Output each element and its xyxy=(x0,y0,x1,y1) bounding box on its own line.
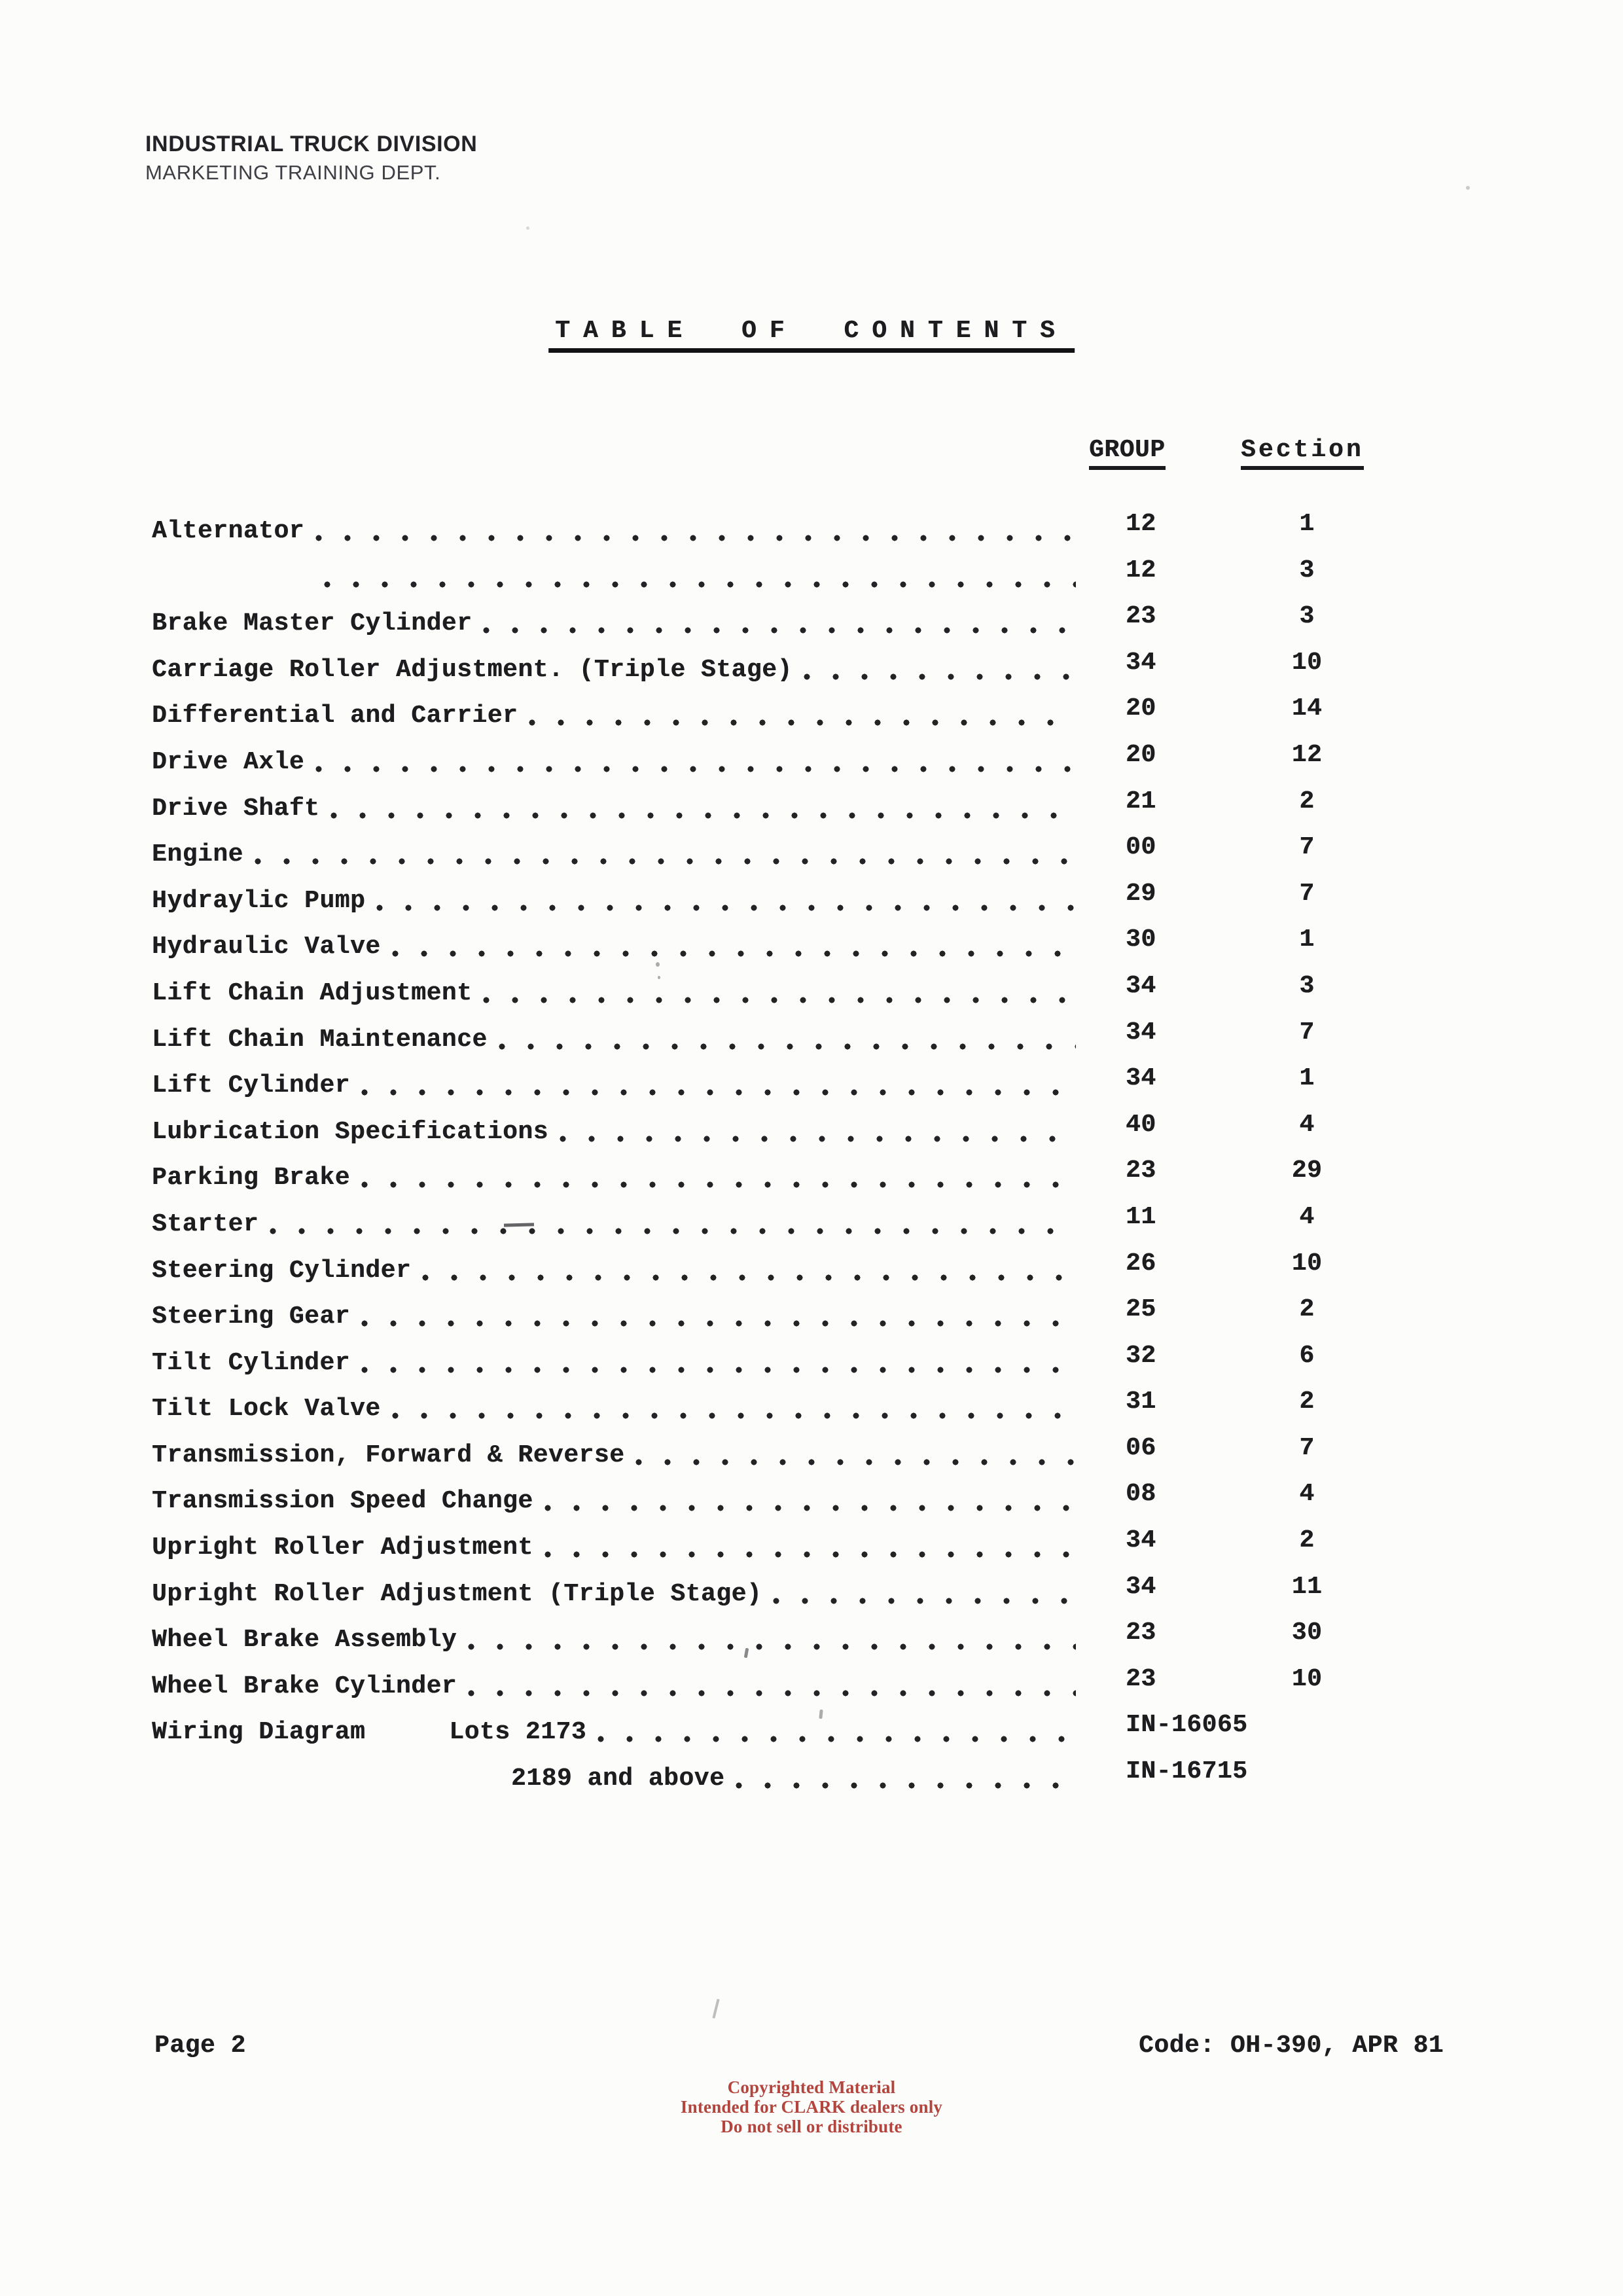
dot-leader xyxy=(594,1718,1076,1747)
toc-entry-section: 7 xyxy=(1299,1433,1315,1462)
toc-entry-label: Engine xyxy=(152,840,243,869)
toc-entry-label: Steering Gear xyxy=(152,1302,350,1331)
toc-entry-label: Wheel Brake Assembly xyxy=(152,1626,457,1655)
toc-entry-section: 2 xyxy=(1299,1295,1315,1324)
toc-entry-section: 29 xyxy=(1291,1157,1323,1185)
copyright-notice xyxy=(0,2077,1623,2136)
toc-entry-label: Alternator xyxy=(152,517,305,545)
toc-entry-section: 2 xyxy=(1299,1388,1315,1416)
toc-entry-section: 14 xyxy=(1291,694,1323,723)
toc-entry-section: 4 xyxy=(1299,1110,1315,1139)
dot-leader xyxy=(480,979,1076,1008)
scan-artifact-speck xyxy=(656,962,660,967)
dot-leader xyxy=(541,1487,1076,1516)
toc-entry-section: 3 xyxy=(1299,602,1315,631)
copyright-line: Copyrighted Material xyxy=(727,2077,896,2097)
scan-artifact-speck xyxy=(1466,186,1470,190)
toc-rows xyxy=(152,510,1349,1811)
dot-leader xyxy=(541,1534,1076,1562)
toc-entry-label: Lift Cylinder xyxy=(152,1071,350,1100)
toc-entry-label: Starter xyxy=(152,1210,259,1238)
toc-entry-label: Differential and Carrier xyxy=(152,702,518,730)
scan-artifact-speck xyxy=(526,226,529,230)
dot-leader xyxy=(495,1026,1076,1054)
toc-entry-group: 12 xyxy=(1126,510,1156,538)
toc-entry-label: Lubrication Specifications xyxy=(152,1117,548,1146)
toc-entry-code: IN-16715 xyxy=(1126,1757,1248,1786)
column-header-section: Section xyxy=(1241,436,1364,470)
dot-leader xyxy=(358,1349,1076,1378)
toc-entry-section: 1 xyxy=(1299,510,1315,538)
letterhead xyxy=(145,128,477,186)
dot-leader xyxy=(556,1118,1076,1147)
page-number: Page 2 xyxy=(154,2032,246,2060)
toc-entry-label: Wheel Brake Cylinder xyxy=(152,1672,457,1700)
toc-entry-group: 29 xyxy=(1126,879,1156,908)
toc-entry-group: 34 xyxy=(1126,1018,1156,1047)
toc-entry-section: 1 xyxy=(1299,1064,1315,1093)
toc-entry-label: Wiring Diagram xyxy=(152,1718,366,1747)
toc-entry-sublabel: Lots 2173 xyxy=(449,1718,586,1747)
scan-artifact-tick xyxy=(712,1999,719,2018)
dot-leader xyxy=(266,1210,1076,1239)
dot-leader xyxy=(358,1164,1076,1193)
dot-leader xyxy=(800,656,1076,685)
toc-entry-label: Carriage Roller Adjustment. (Triple Stage) xyxy=(152,655,793,684)
dot-leader xyxy=(358,1071,1076,1100)
toc-entry-section: 4 xyxy=(1299,1480,1315,1509)
copyright-line: Intended for CLARK dealers only xyxy=(680,2097,943,2117)
dot-leader xyxy=(465,1626,1076,1655)
column-header-group: GROUP xyxy=(1089,436,1166,470)
toc-entry-group: 11 xyxy=(1126,1202,1156,1231)
dot-leader xyxy=(526,702,1076,730)
toc-entry-section: 7 xyxy=(1299,1018,1315,1047)
letterhead-division: INDUSTRIAL TRUCK DIVISION xyxy=(145,132,478,156)
dot-leader xyxy=(632,1441,1076,1470)
dot-leader xyxy=(389,933,1076,961)
toc-entry-group: 40 xyxy=(1126,1110,1156,1139)
toc-entry-group: 21 xyxy=(1126,787,1156,816)
dot-leader xyxy=(251,840,1076,869)
dot-leader xyxy=(480,609,1076,638)
toc-entry-section: 2 xyxy=(1299,1526,1315,1555)
dot-leader xyxy=(373,887,1076,916)
toc-entry-group: 34 xyxy=(1126,971,1156,1000)
toc-entry-label: Upright Roller Adjustment (Triple Stage) xyxy=(152,1579,762,1608)
dot-leader xyxy=(465,1672,1076,1701)
toc-entry-group: 34 xyxy=(1126,1064,1156,1093)
dot-leader xyxy=(358,1302,1076,1331)
toc-entry-label: Transmission Speed Change xyxy=(152,1487,533,1516)
toc-entry-section: 10 xyxy=(1291,648,1323,677)
toc-entry-group: 34 xyxy=(1126,1526,1156,1555)
toc-entry-group: 20 xyxy=(1126,740,1156,769)
dot-leader xyxy=(312,517,1076,546)
toc-entry-label: Hydraylic Pump xyxy=(152,886,366,915)
toc-entry-label: Hydraulic Valve xyxy=(152,933,381,961)
toc-entry-group: 00 xyxy=(1126,833,1156,862)
toc-entry-label: Brake Master Cylinder xyxy=(152,609,473,638)
toc-entry-group: 34 xyxy=(1126,648,1156,677)
toc-entry-label: Transmission, Forward & Reverse xyxy=(152,1441,625,1469)
toc-entry-section: 10 xyxy=(1291,1249,1323,1278)
dot-leader xyxy=(312,748,1076,777)
copyright-line: Do not sell or distribute xyxy=(721,2117,902,2136)
dot-leader xyxy=(770,1580,1076,1609)
toc-row xyxy=(152,1757,1349,1811)
toc-entry-section: 6 xyxy=(1299,1341,1315,1370)
toc-entry-section: 4 xyxy=(1299,1202,1315,1231)
toc-entry-label: Drive Axle xyxy=(152,747,305,776)
document-code: Code: OH-390, APR 81 xyxy=(1139,2032,1444,2060)
toc-entry-section: 11 xyxy=(1291,1572,1323,1601)
toc-entry-sublabel: 2189 and above xyxy=(511,1765,725,1793)
dot-leader xyxy=(321,564,1076,592)
toc-entry-group: 23 xyxy=(1126,1157,1156,1185)
toc-entry-label: Parking Brake xyxy=(152,1164,350,1193)
toc-entry-group: 26 xyxy=(1126,1249,1156,1278)
toc-entry-label: Tilt Lock Valve xyxy=(152,1395,381,1424)
toc-entry-group: 12 xyxy=(1126,556,1156,584)
toc-entry-group: 23 xyxy=(1126,1664,1156,1693)
toc-entry-group: 32 xyxy=(1126,1341,1156,1370)
toc-entry-group: 23 xyxy=(1126,1619,1156,1647)
page-title: TABLE OF CONTENTS xyxy=(548,317,1075,353)
toc-entry-section: 10 xyxy=(1291,1664,1323,1693)
toc-entry-section: 7 xyxy=(1299,833,1315,862)
toc-entry-section: 3 xyxy=(1299,556,1315,584)
dot-leader xyxy=(389,1395,1076,1424)
toc-entry-label: Tilt Cylinder xyxy=(152,1348,350,1377)
toc-entry-group: 31 xyxy=(1126,1388,1156,1416)
toc-entry-label: Steering Cylinder xyxy=(152,1256,412,1285)
toc-entry-section: 1 xyxy=(1299,925,1315,954)
toc-entry-section: 7 xyxy=(1299,879,1315,908)
toc-entry-group: 34 xyxy=(1126,1572,1156,1601)
letterhead-department: MARKETING TRAINING DEPT. xyxy=(145,161,441,184)
toc-entry-section: 30 xyxy=(1291,1619,1323,1647)
dot-leader xyxy=(419,1257,1076,1285)
toc-entry-section: 12 xyxy=(1291,740,1323,769)
toc-entry-code: IN-16065 xyxy=(1126,1711,1248,1740)
toc-entry-label: Lift Chain Adjustment xyxy=(152,978,473,1007)
toc-entry-label: Upright Roller Adjustment xyxy=(152,1534,533,1562)
toc-entry-label: Lift Chain Maintenance xyxy=(152,1025,488,1054)
toc-entry-group: 23 xyxy=(1126,602,1156,631)
toc-entry-label: Drive Shaft xyxy=(152,794,320,823)
toc-entry-group: 25 xyxy=(1126,1295,1156,1324)
toc-entry-section: 3 xyxy=(1299,971,1315,1000)
toc-entry-group: 20 xyxy=(1126,694,1156,723)
toc-entry-section: 2 xyxy=(1299,787,1315,816)
toc-entry-group: 30 xyxy=(1126,925,1156,954)
dot-leader xyxy=(732,1765,1076,1793)
toc-entry-group: 08 xyxy=(1126,1480,1156,1509)
toc-entry-group: 06 xyxy=(1126,1433,1156,1462)
dot-leader xyxy=(327,795,1076,823)
